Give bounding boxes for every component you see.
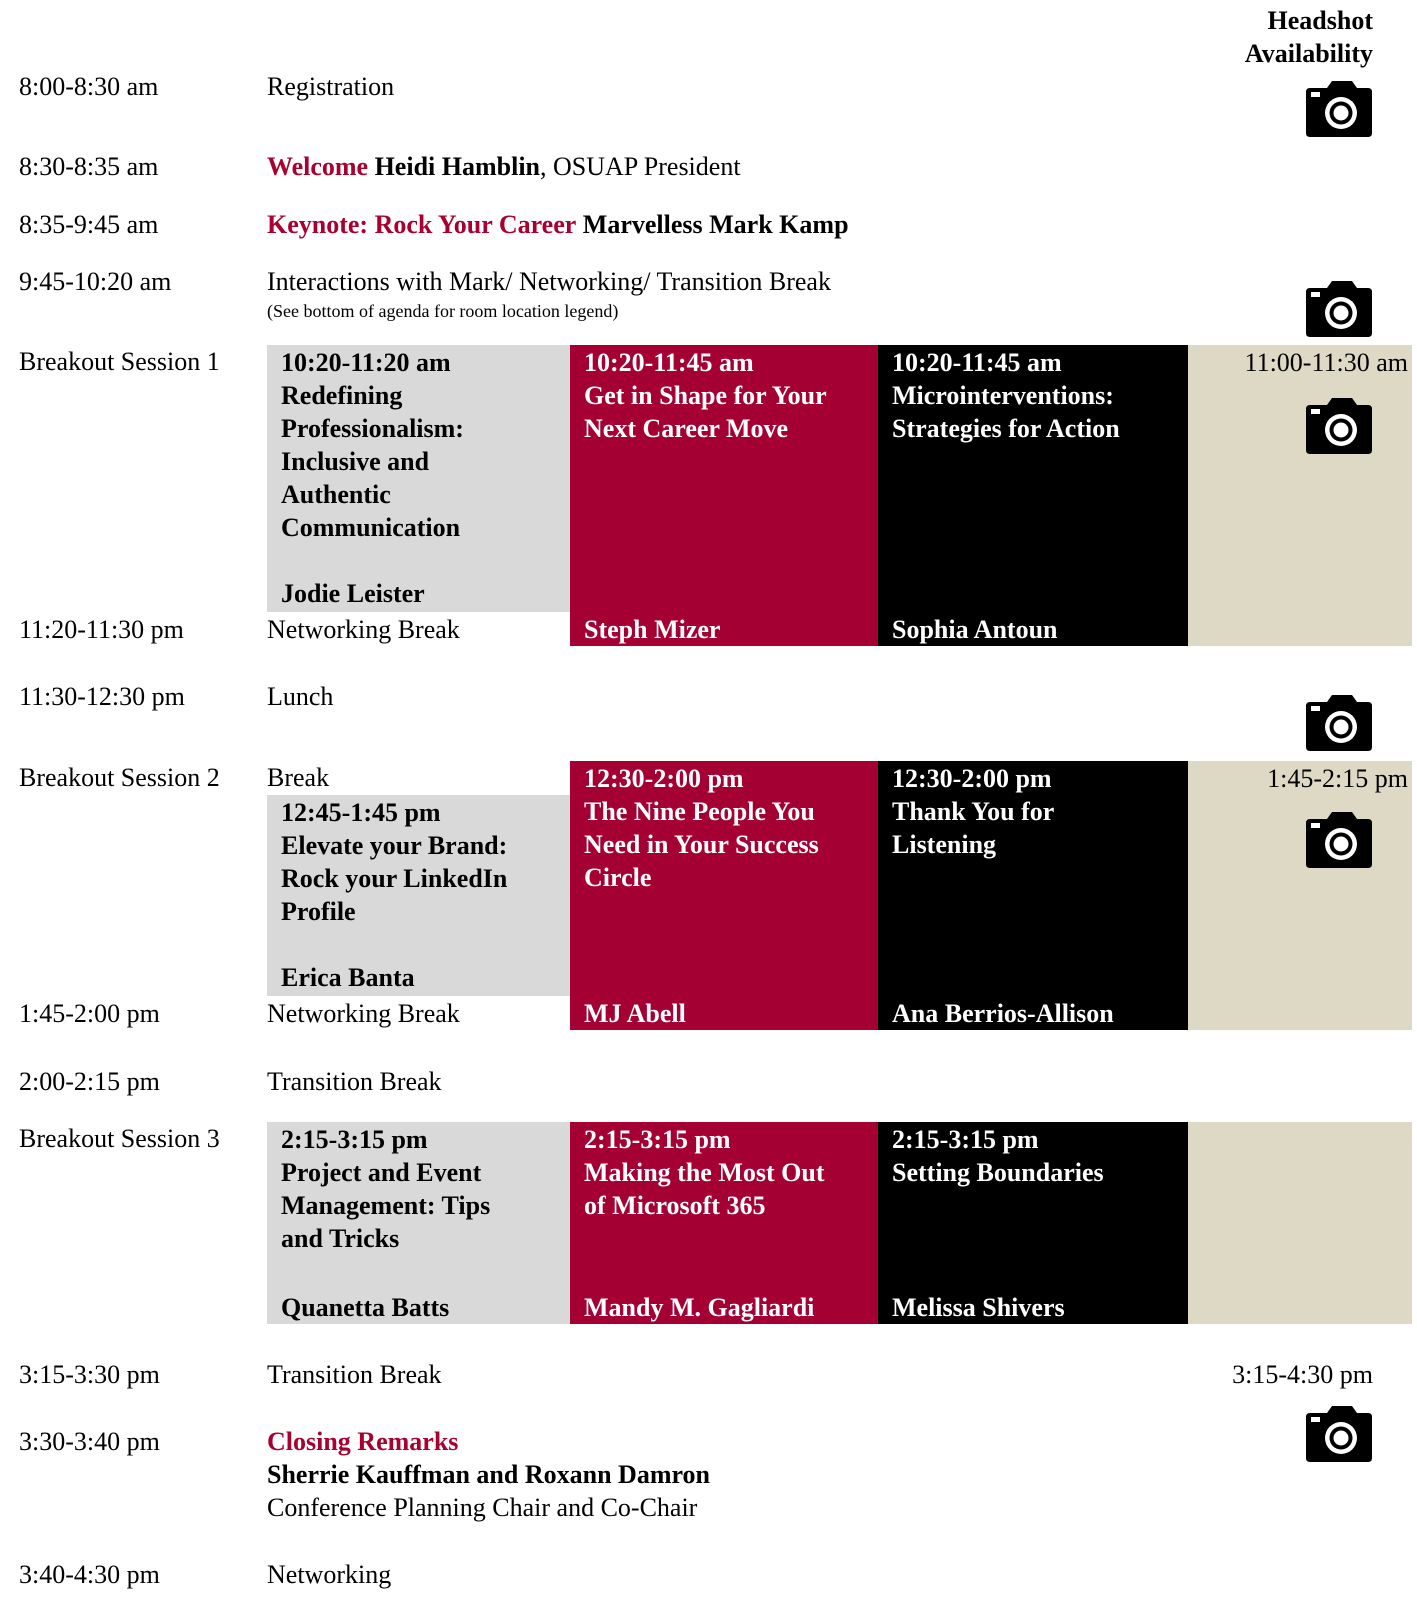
closing-time: 3:30-3:40 pm [19, 1427, 160, 1456]
welcome-role: , OSUAP President [540, 152, 741, 181]
session-title: Inclusive and [281, 447, 430, 476]
session-title: Authentic [281, 480, 391, 509]
session3-red-cell [570, 1122, 878, 1324]
session-title: The Nine People You [584, 797, 815, 826]
session-title: Rock your LinkedIn [281, 864, 508, 893]
keynote-label: Keynote: Rock Your Career [267, 210, 577, 239]
breakout1-label: Breakout Session 1 [19, 347, 220, 376]
transition1-label: Transition Break [267, 1067, 442, 1096]
welcome-time: 8:30-8:35 am [19, 152, 159, 181]
camera-icon [1305, 80, 1373, 138]
header-line1: Headshot [1267, 6, 1373, 35]
session-title: Get in Shape for Your [584, 381, 827, 410]
session-title: Professionalism: [281, 414, 464, 443]
headshot-time: 11:00-11:30 am [1244, 348, 1408, 377]
session-time: 2:15-3:15 pm [892, 1125, 1039, 1154]
session-title: Communication [281, 513, 461, 542]
session-title: Circle [584, 863, 652, 892]
session-time: 10:20-11:45 am [892, 348, 1062, 377]
netbreak2-time: 1:45-2:00 pm [19, 999, 160, 1028]
session-speaker: Ana Berrios-Allison [892, 999, 1114, 1028]
session1-black-cell [878, 345, 1188, 646]
breakout2-label: Breakout Session 2 [19, 763, 220, 792]
session-title: Management: Tips [281, 1191, 491, 1220]
session-time: 2:15-3:15 pm [281, 1125, 428, 1154]
session-speaker: Erica Banta [281, 963, 415, 992]
session-speaker: Quanetta Batts [281, 1293, 450, 1322]
session-title: Next Career Move [584, 414, 789, 443]
session2-black-cell [878, 761, 1188, 1030]
session2-headshot-cell [1188, 761, 1412, 1030]
headshot-time: 1:45-2:15 pm [1267, 764, 1408, 793]
session1-gray-cell [267, 345, 570, 612]
header-line2: Availability [1244, 39, 1373, 68]
session-title: and Tricks [281, 1224, 400, 1253]
networking-label: Networking [267, 1560, 392, 1589]
session-speaker: Jodie Leister [281, 579, 425, 608]
session2-red-cell [570, 761, 878, 1030]
session-title: Microinterventions: [892, 381, 1114, 410]
session3-gray-cell [267, 1122, 570, 1324]
headshot-time: 3:15-4:30 pm [1232, 1360, 1373, 1389]
registration-label: Registration [267, 72, 395, 101]
welcome-row [267, 150, 741, 183]
registration-time: 8:00-8:30 am [19, 72, 159, 101]
interactions-note: (See bottom of agenda for room location legend) [267, 301, 619, 321]
session-time: 12:30-2:00 pm [584, 764, 744, 793]
session-title: Project and Event [281, 1158, 482, 1187]
session-speaker: Melissa Shivers [892, 1293, 1065, 1322]
camera-icon [1305, 694, 1373, 752]
interactions-label: Interactions with Mark/ Networking/ Transition Break [267, 267, 831, 296]
session-title: Making the Most Out [584, 1158, 825, 1187]
session-time: 12:30-2:00 pm [892, 764, 1052, 793]
session1-headshot-cell [1188, 345, 1412, 646]
session3-black-cell [878, 1122, 1188, 1324]
closing-speakers: Sherrie Kauffman and Roxann Damron [267, 1460, 711, 1489]
keynote-time: 8:35-9:45 am [19, 210, 159, 239]
session-speaker: Steph Mizer [584, 615, 721, 644]
breakout3-label: Breakout Session 3 [19, 1124, 220, 1153]
closing-role: Conference Planning Chair and Co-Chair [267, 1493, 698, 1522]
session-time: 10:20-11:45 am [584, 348, 754, 377]
transition2-time: 3:15-3:30 pm [19, 1360, 160, 1389]
session-time: 2:15-3:15 pm [584, 1125, 731, 1154]
transition1-time: 2:00-2:15 pm [19, 1067, 160, 1096]
welcome-label: Welcome [267, 152, 369, 181]
session-title: Redefining [281, 381, 403, 410]
breakout2-break: Break [267, 763, 330, 792]
closing-row [267, 1425, 710, 1524]
keynote-speaker: Marvelless Mark Kamp [582, 210, 849, 239]
session-title: Setting Boundaries [892, 1158, 1104, 1187]
session-title: Listening [892, 830, 997, 859]
session-time: 10:20-11:20 am [281, 348, 451, 377]
session-speaker: Sophia Antoun [892, 615, 1058, 644]
lunch-time: 11:30-12:30 pm [19, 682, 185, 711]
session3-headshot-cell [1188, 1122, 1412, 1324]
welcome-speaker: Heidi Hamblin [374, 152, 540, 181]
netbreak1-time: 11:20-11:30 pm [19, 615, 184, 644]
closing-label: Closing Remarks [267, 1427, 459, 1456]
networking-time: 3:40-4:30 pm [19, 1560, 160, 1589]
camera-icon [1305, 811, 1373, 869]
session-speaker: MJ Abell [584, 999, 686, 1028]
netbreak1-label: Networking Break [267, 615, 460, 644]
headshot-availability-header [1245, 4, 1373, 70]
camera-icon [1305, 280, 1373, 338]
lunch-label: Lunch [267, 682, 334, 711]
session-title: Strategies for Action [892, 414, 1120, 443]
transition2-label: Transition Break [267, 1360, 442, 1389]
netbreak2-label: Networking Break [267, 999, 460, 1028]
session-title: Thank You for [892, 797, 1055, 826]
session-speaker: Mandy M. Gagliardi [584, 1293, 815, 1322]
session-title: Elevate your Brand: [281, 831, 508, 860]
session-title: Profile [281, 897, 356, 926]
session2-gray-cell [267, 795, 570, 996]
session-title: Need in Your Success [584, 830, 819, 859]
camera-icon [1305, 1405, 1373, 1463]
interactions-time: 9:45-10:20 am [19, 267, 172, 296]
keynote-row [267, 208, 849, 241]
session-title: of Microsoft 365 [584, 1191, 766, 1220]
session-time: 12:45-1:45 pm [281, 798, 441, 827]
session1-red-cell [570, 345, 878, 646]
camera-icon [1305, 397, 1373, 455]
